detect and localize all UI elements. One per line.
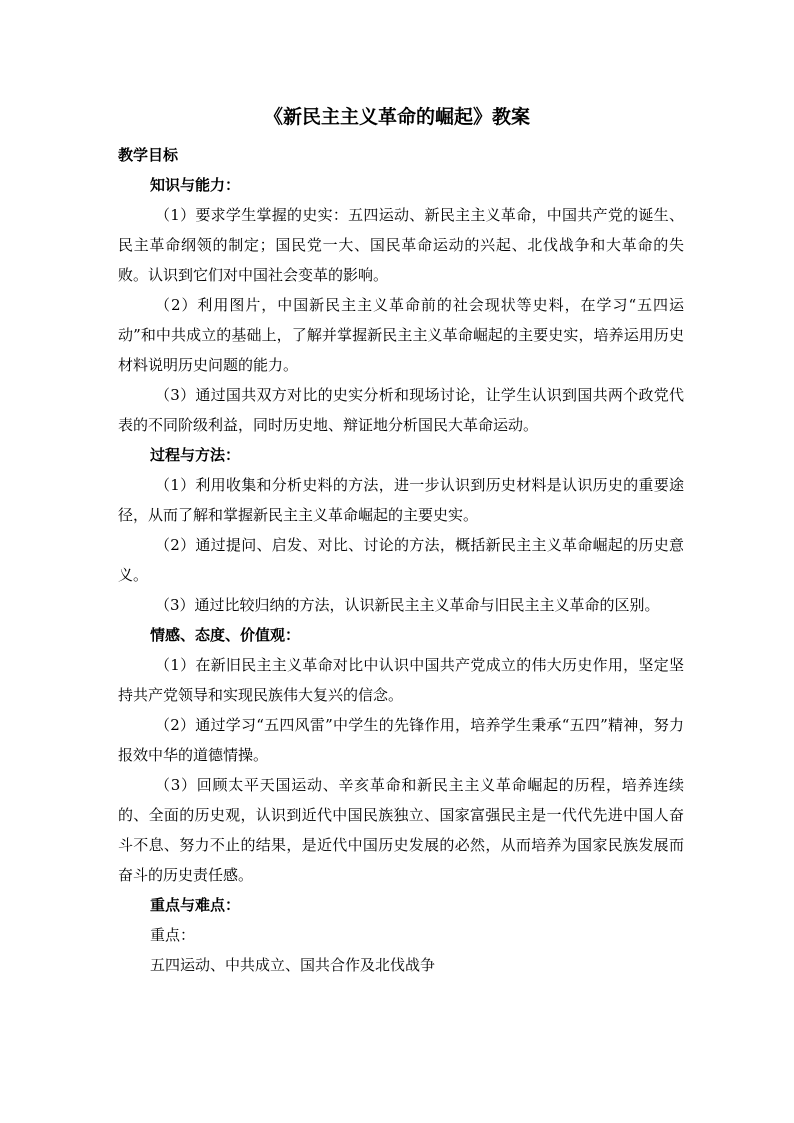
key-points-label: 重点： (150, 926, 196, 944)
emotion-item-3: （3）回顾太平天国运动、辛亥革命和新民主主义革命崛起的历程，培养连续的、全面的历史观，认识到近代中国民族独立、国家富强民主是一代代先进中国人奋斗不息、努力不止的结果，是近代中国历史发展的必然，从而培养为国家民族发展而奋斗的历史责任感。 (118, 776, 684, 884)
subheading-knowledge-ability: 知识与能力： (150, 176, 241, 194)
subheading-process-method: 过程与方法： (150, 446, 241, 464)
process-item-1: （1）利用收集和分析史料的方法，进一步认识到历史材料是认识历史的重要途径，从而了解和掌握新民主主义革命崛起的主要史实。 (118, 476, 684, 524)
process-item-3: （3）通过比较归纳的方法，认识新民主主义革命与旧民主主义革命的区别。 (155, 596, 660, 614)
subheading-key-difficult-points: 重点与难点： (150, 896, 241, 914)
knowledge-item-3: （3）通过国共双方对比的史实分析和现场讨论，让学生认识到国共两个政党代表的不同阶级利益，同时历史地、辩证地分析国民大革命运动。 (118, 386, 684, 434)
process-item-2: （2）通过提问、启发、对比、讨论的方法，概括新民主主义革命崛起的历史意义。 (118, 536, 684, 584)
document-title: 《新民主主义革命的崛起》教案 (263, 106, 530, 128)
emotion-item-2: （2）通过学习“五四风雷”中学生的先锋作用，培养学生秉承“五四”精神，努力报效中华的道德情操。 (118, 716, 684, 764)
section-heading-teaching-goals: 教学目标 (118, 146, 179, 164)
knowledge-item-2: （2）利用图片，中国新民主主义革命前的社会现状等史料，在学习“五四运动”和中共成立的基础上，了解并掌握新民主主义革命崛起的主要史实，培养运用历史材料说明历史问题的能力。 (118, 296, 684, 374)
subheading-emotion-values: 情感、态度、价值观： (150, 626, 301, 644)
knowledge-item-1: （1）要求学生掌握的史实：五四运动、新民主主义革命，中国共产党的诞生、民主革命纲领的制定；国民党一大、国民革命运动的兴起、北伐战争和大革命的失败。认识到它们对中国社会变革的影响。 (118, 206, 684, 284)
key-points-content: 五四运动、中共成立、国共合作及北伐战争 (150, 956, 436, 974)
emotion-item-1: （1）在新旧民主主义革命对比中认识中国共产党成立的伟大历史作用，坚定坚持共产党领导和实现民族伟大复兴的信念。 (118, 656, 684, 704)
